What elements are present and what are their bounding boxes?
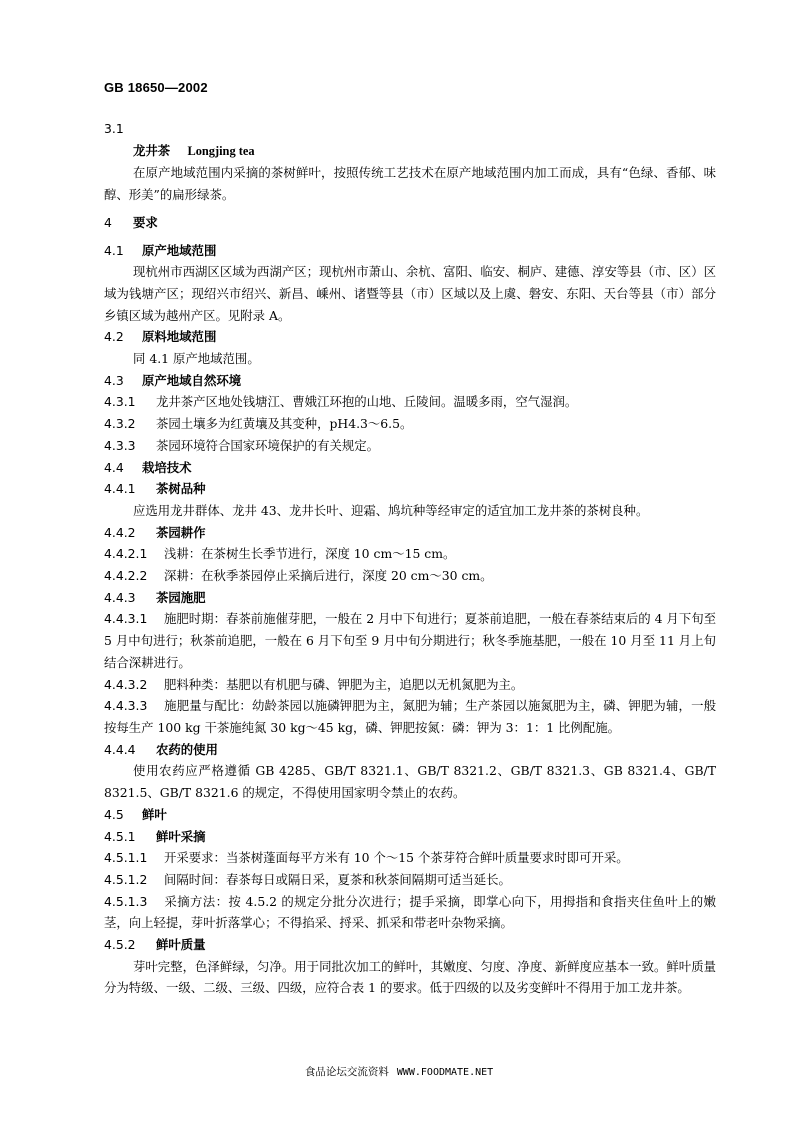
standard-code: GB 18650—2002 <box>104 80 208 95</box>
section-4-1-heading: 4.1 原产地域范围 <box>104 242 217 258</box>
clause-4-5-1-2: 4.5.1.2 间隔时间：春茶每日或隔日采，夏茶和秋茶间隔期可适当延长。 <box>104 871 511 887</box>
section-4-4-4-heading: 4.4.4 农药的使用 <box>104 741 218 757</box>
page-footer <box>0 1064 798 1079</box>
section-4-3-heading: 4.3 原产地域自然环境 <box>104 372 242 388</box>
section-4-4-1-heading: 4.4.1 茶树品种 <box>104 481 206 497</box>
footer-label: 食品论坛交流资料 <box>304 1066 389 1078</box>
clause-4-3-3: 4.3.3 茶园环境符合国家环境保护的有关规定。 <box>104 437 380 453</box>
clause-4-3-1: 4.3.1 龙井茶产区地处钱塘江、曹娥江环抱的山地、丘陵间。温暖多雨，空气湿润。 <box>104 394 578 410</box>
footer-website: WWW.FOODMATE.NET <box>396 1067 494 1078</box>
document-body <box>104 118 716 999</box>
term-definition: 在原产地域范围内采摘的茶树鲜叶，按照传统工艺技术在原产地域范围内加工而成，具有“色绿、香郁、味醇、形美”的扁形绿茶。 <box>104 165 716 203</box>
section-4-2-heading: 4.2 原料地域范围 <box>104 329 217 345</box>
clause-4-4-3-2: 4.4.3.2 肥料种类：基肥以有机肥与磷、钾肥为主，追肥以无机氮肥为主。 <box>104 676 524 692</box>
section-4-5-2-heading: 4.5.2 鲜叶质量 <box>104 937 206 953</box>
section-4-4-1-text: 应选用龙井群体、龙井 43、龙井长叶、迎霜、鸠坑种等经审定的适宜加工龙井茶的茶树良种。 <box>133 502 649 518</box>
clause-4-5-1-1: 4.5.1.1 开采要求：当茶树蓬面每平方米有 10 个～15 个茶芽符合鲜叶质量要求时即可开采。 <box>104 850 629 866</box>
section-4-5-2-text: 芽叶完整，色泽鲜绿，匀净。用于同批次加工的鲜叶，其嫩度、匀度、净度、新鲜度应基本一致。鲜叶质量分为特级、一级、二级、三级、四级，应符合表 1 的要求。低于四级的以及劣变鲜叶不得用于加工龙井茶。 <box>104 958 716 996</box>
clause-4-4-3-3: 4.4.3.3 施肥量与配比：幼龄茶园以施磷钾肥为主，氮肥为辅；生产茶园以施氮肥为主，磷、钾肥为辅，一般按每生产 100 kg 干茶施纯氮 30 kg～45 kg，磷、钾肥按氮：磷：钾为 3：1：1 比例配施。 <box>104 698 716 735</box>
clause-4-5-1-3: 4.5.1.3 采摘方法：按 4.5.2 的规定分批分次进行；提手采摘，即掌心向下，用拇指和食指夹住鱼叶上的嫩茎，向上轻提，芽叶折落掌心；不得掐采、捋采、抓采和带老叶杂物采摘。 <box>104 893 716 931</box>
section-4-heading: 4 要求 <box>104 214 158 230</box>
section-4-5-1-heading: 4.5.1 鲜叶采摘 <box>104 828 206 844</box>
section-4-4-3-heading: 4.4.3 茶园施肥 <box>104 589 206 605</box>
clause-4-4-2-2: 4.4.2.2 深耕：在秋季茶园停止采摘后进行，深度 20 cm～30 cm。 <box>104 568 493 584</box>
section-4-4-2-heading: 4.4.2 茶园耕作 <box>104 524 206 540</box>
section-4-2-text: 同 4.1 原产地域范围。 <box>133 351 260 367</box>
section-4-5-heading: 4.5 鲜叶 <box>104 806 167 822</box>
term-longjing-tea: 龙井茶 Longjing tea <box>133 142 255 158</box>
section-3-1-number: 3.1 <box>104 121 124 136</box>
clause-4-4-3-1: 4.4.3.1 施肥时期：春茶前施催芽肥，一般在 2 月中下旬进行；夏茶前追肥，一般在春茶结束后的 4 月下旬至 5 月中旬进行；秋茶前追肥，一般在 6 月下旬至 9 月中旬分期进行；秋冬季施基肥，一般在 10 月至 11 月上旬结合深耕进行。 <box>104 611 716 670</box>
section-4-1-text: 现杭州市西湖区区域为西湖产区；现杭州市萧山、余杭、富阳、临安、桐庐、建德、淳安等县（市、区）区域为钱塘产区；现绍兴市绍兴、新昌、嵊州、诸暨等县（市）区域以及上虞、磐安、东阳、天台等县（市）部分乡镇区域为越州产区。见附录 A。 <box>104 264 716 323</box>
section-4-4-4-text: 使用农药应严格遵循 GB 4285、GB/T 8321.1、GB/T 8321.2、GB/T 8321.3、GB 8321.4、GB/T 8321.5、GB/T 8321.6 的规定，不得使用国家明令禁止的农药。 <box>104 763 716 801</box>
clause-4-4-2-1: 4.4.2.1 浅耕：在茶树生长季节进行，深度 10 cm～15 cm。 <box>104 546 456 562</box>
clause-4-3-2: 4.3.2 茶园土壤多为红黄壤及其变种，pH4.3～6.5。 <box>104 416 413 432</box>
section-4-4-heading: 4.4 栽培技术 <box>104 459 192 475</box>
